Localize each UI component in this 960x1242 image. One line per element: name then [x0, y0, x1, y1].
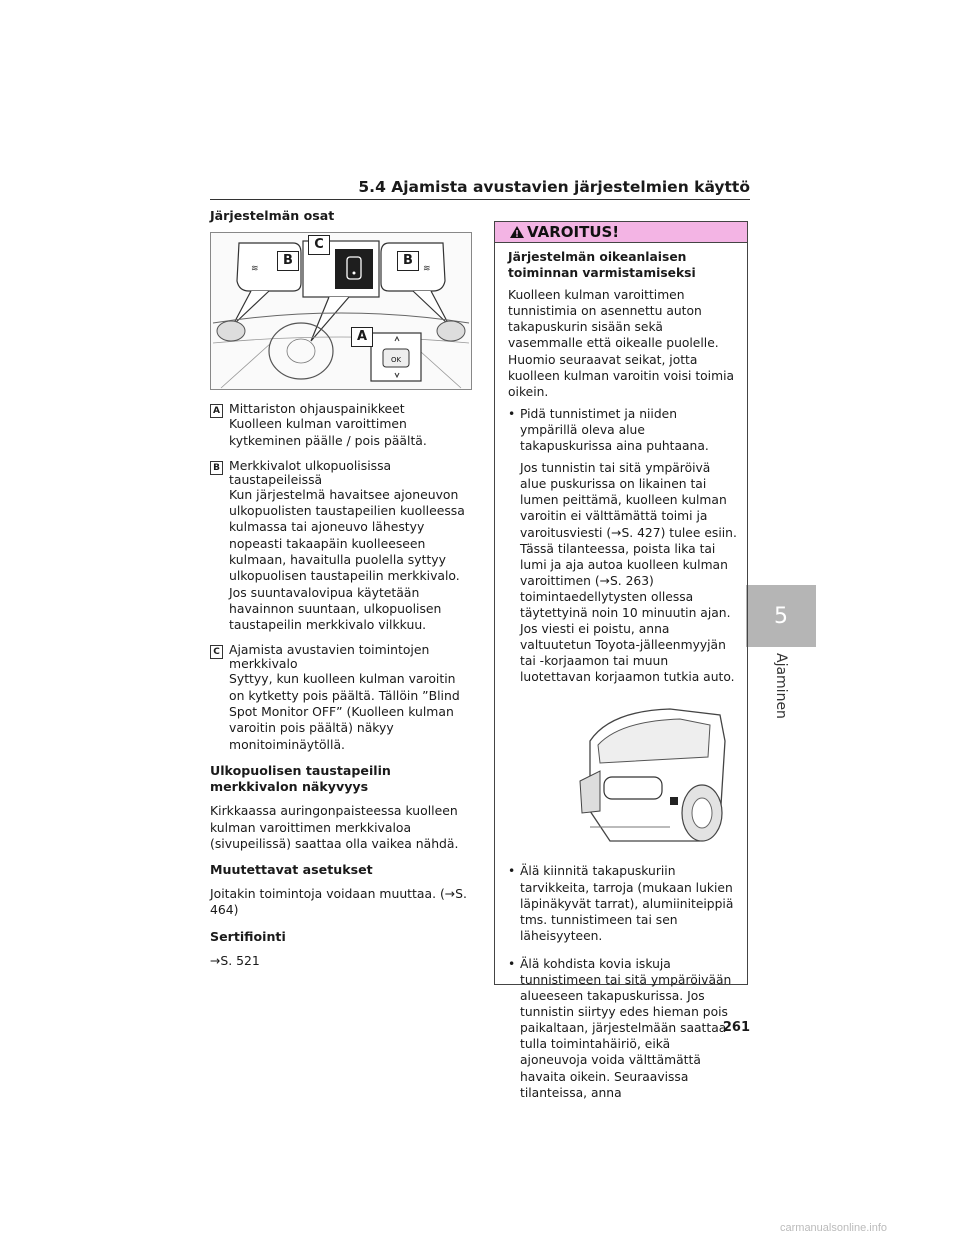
section-header: 5.4 Ajamista avustavien järjestelmien käyttö — [358, 178, 750, 196]
dashboard-illustration — [211, 233, 471, 389]
bullet-1-text: Pidä tunnistimet ja niiden ympärillä oleva alue takapuskurissa aina puhtaana. — [520, 406, 709, 454]
part-title: Merkkivalot ulkopuolisissa taustapeileissä — [229, 457, 392, 487]
car-rear-figure — [570, 701, 730, 853]
part-item-c — [210, 643, 472, 752]
bullet-dot: • — [508, 956, 516, 971]
settings-heading: Muutettavat asetukset — [210, 861, 373, 877]
warning-bullet-1 — [508, 406, 737, 692]
part-desc: Syttyy, kun kuolleen kulman varoitin on kytketty pois päältä. Tällöin ”Blind Spot Monitor OFF” (Kuolleen kulman varoitin pois päältä) näkyy monitoiminäytöllä. — [229, 671, 460, 752]
settings-text: Joitakin toimintoja voidaan muuttaa. (→S. 464) — [210, 886, 467, 918]
part-item-b — [210, 459, 472, 634]
part-desc: Kuolleen kulman varoittimen kytkeminen päälle / pois päältä. — [229, 416, 427, 448]
left-column — [210, 208, 472, 979]
visibility-text: Kirkkaassa auringonpaisteessa kuolleen kulman varoittimen merkkivaloa (sivupeilissä) saattaa olla vaikea nähdä. — [210, 803, 459, 851]
car-rear-illustration — [570, 701, 730, 853]
chapter-label-text: Ajaminen — [773, 653, 789, 719]
dashboard-figure — [210, 232, 472, 390]
certification-heading: Sertifiointi — [210, 928, 286, 944]
chapter-number: 5 — [774, 603, 788, 629]
footer-watermark: carmanualsonline.info — [780, 1222, 888, 1234]
system-parts-heading: Järjestelmän osat — [210, 208, 335, 223]
header-rule — [210, 199, 750, 200]
warning-intro: Kuolleen kulman varoittimen tunnistimia on asennettu auton takapuskurin sisään sekä vasemmalle että oikealle puolelle. Huomio seuraavat seikat, jotta kuolleen kulman varoitin voisi toimia oikein. — [508, 288, 735, 399]
part-badge: C — [210, 645, 223, 659]
bullet-dot: • — [508, 406, 516, 421]
part-item-a — [210, 402, 472, 449]
figure-label-c: C — [308, 235, 330, 255]
figure-label-a: A — [351, 327, 373, 347]
bullet-3-text: Älä kohdista kovia iskuja tunnistimeen tai sitä ympäröivään alueeseen takapuskurissa. Jos tunnistin siirtyy edes hieman pois paikaltaan, järjestelmään saattaa tulla toimintahäiriö, eikä ajoneuvoja voida välttämättä havaita oikein. Seuraavissa tilanteissa, anna — [520, 956, 732, 1100]
warning-title: Järjestelmän oikeanlaisen toiminnan varmistamiseksi — [508, 250, 696, 281]
bullet-dot: • — [508, 864, 516, 879]
figure-label-b-left: B — [277, 251, 299, 271]
figure-label-b-right: B — [397, 251, 419, 271]
warning-triangle-icon — [509, 225, 525, 239]
visibility-heading: Ulkopuolisen taustapeilin merkkivalon näkyvyys — [210, 762, 391, 795]
warning-header — [495, 222, 747, 243]
svg-text:OK: OK — [390, 356, 402, 365]
page-number: 261 — [722, 1020, 750, 1035]
part-title: Ajamista avustavien toimintojen merkkivalo — [229, 642, 430, 672]
bullet-2-text: Älä kiinnitä takapuskuriin tarvikkeita, tarroja (mukaan lukien läpinäkyvät tarrat), alumiiniteippiä tms. tunnistimeen tai sen läheisyyteen. — [520, 864, 734, 943]
part-desc: Kun järjestelmä havaitsee ajoneuvon ulkopuolisten taustapeilien kuolleessa kulmassa tai ajoneuvo lähestyy nopeasti takaapäin kuolleeseen kulmaan, havaitulla puolella syttyy ulkopuolisen taustapeilin merkkivalo. Jos suuntavalovipua käytetään havainnon suuntaan, ulkopuolisen taustapeilin merkkivalo vilkkuu. — [229, 486, 465, 633]
warning-body — [495, 243, 747, 1107]
chapter-label — [746, 647, 816, 767]
warning-label: VAROITUS! — [527, 223, 620, 241]
bullet-1-detail: Jos tunnistin tai sitä ympäröivä alue puskurissa on likainen tai lumen peittämä, kuolleen kulman varoitin ei välttämättä toimi ja varoitusviesti (→S. 427) tulee esiin. Tässä tilanteessa, poista lika tai lumi ja aja autoa kuolleen kulman varoittimen (→S. 263) toimintaedellytysten ollessa täytettyinä noin 10 minuutin ajan. Jos viesti ei poistu, anna valtuutetun Toyota-jälleenmyyjän tai -korjaamon tai muun luotettavan korjaamon tutkia auto. — [520, 461, 737, 685]
svg-text:≋: ≋ — [423, 264, 431, 275]
part-badge: B — [210, 461, 223, 475]
certification-text: →S. 521 — [210, 952, 260, 968]
part-title: Mittariston ohjauspainikkeet — [229, 401, 405, 417]
part-badge: A — [210, 404, 223, 418]
svg-text:≋: ≋ — [251, 264, 259, 275]
warning-bullet-2 — [508, 863, 737, 949]
chapter-tab — [746, 585, 816, 647]
